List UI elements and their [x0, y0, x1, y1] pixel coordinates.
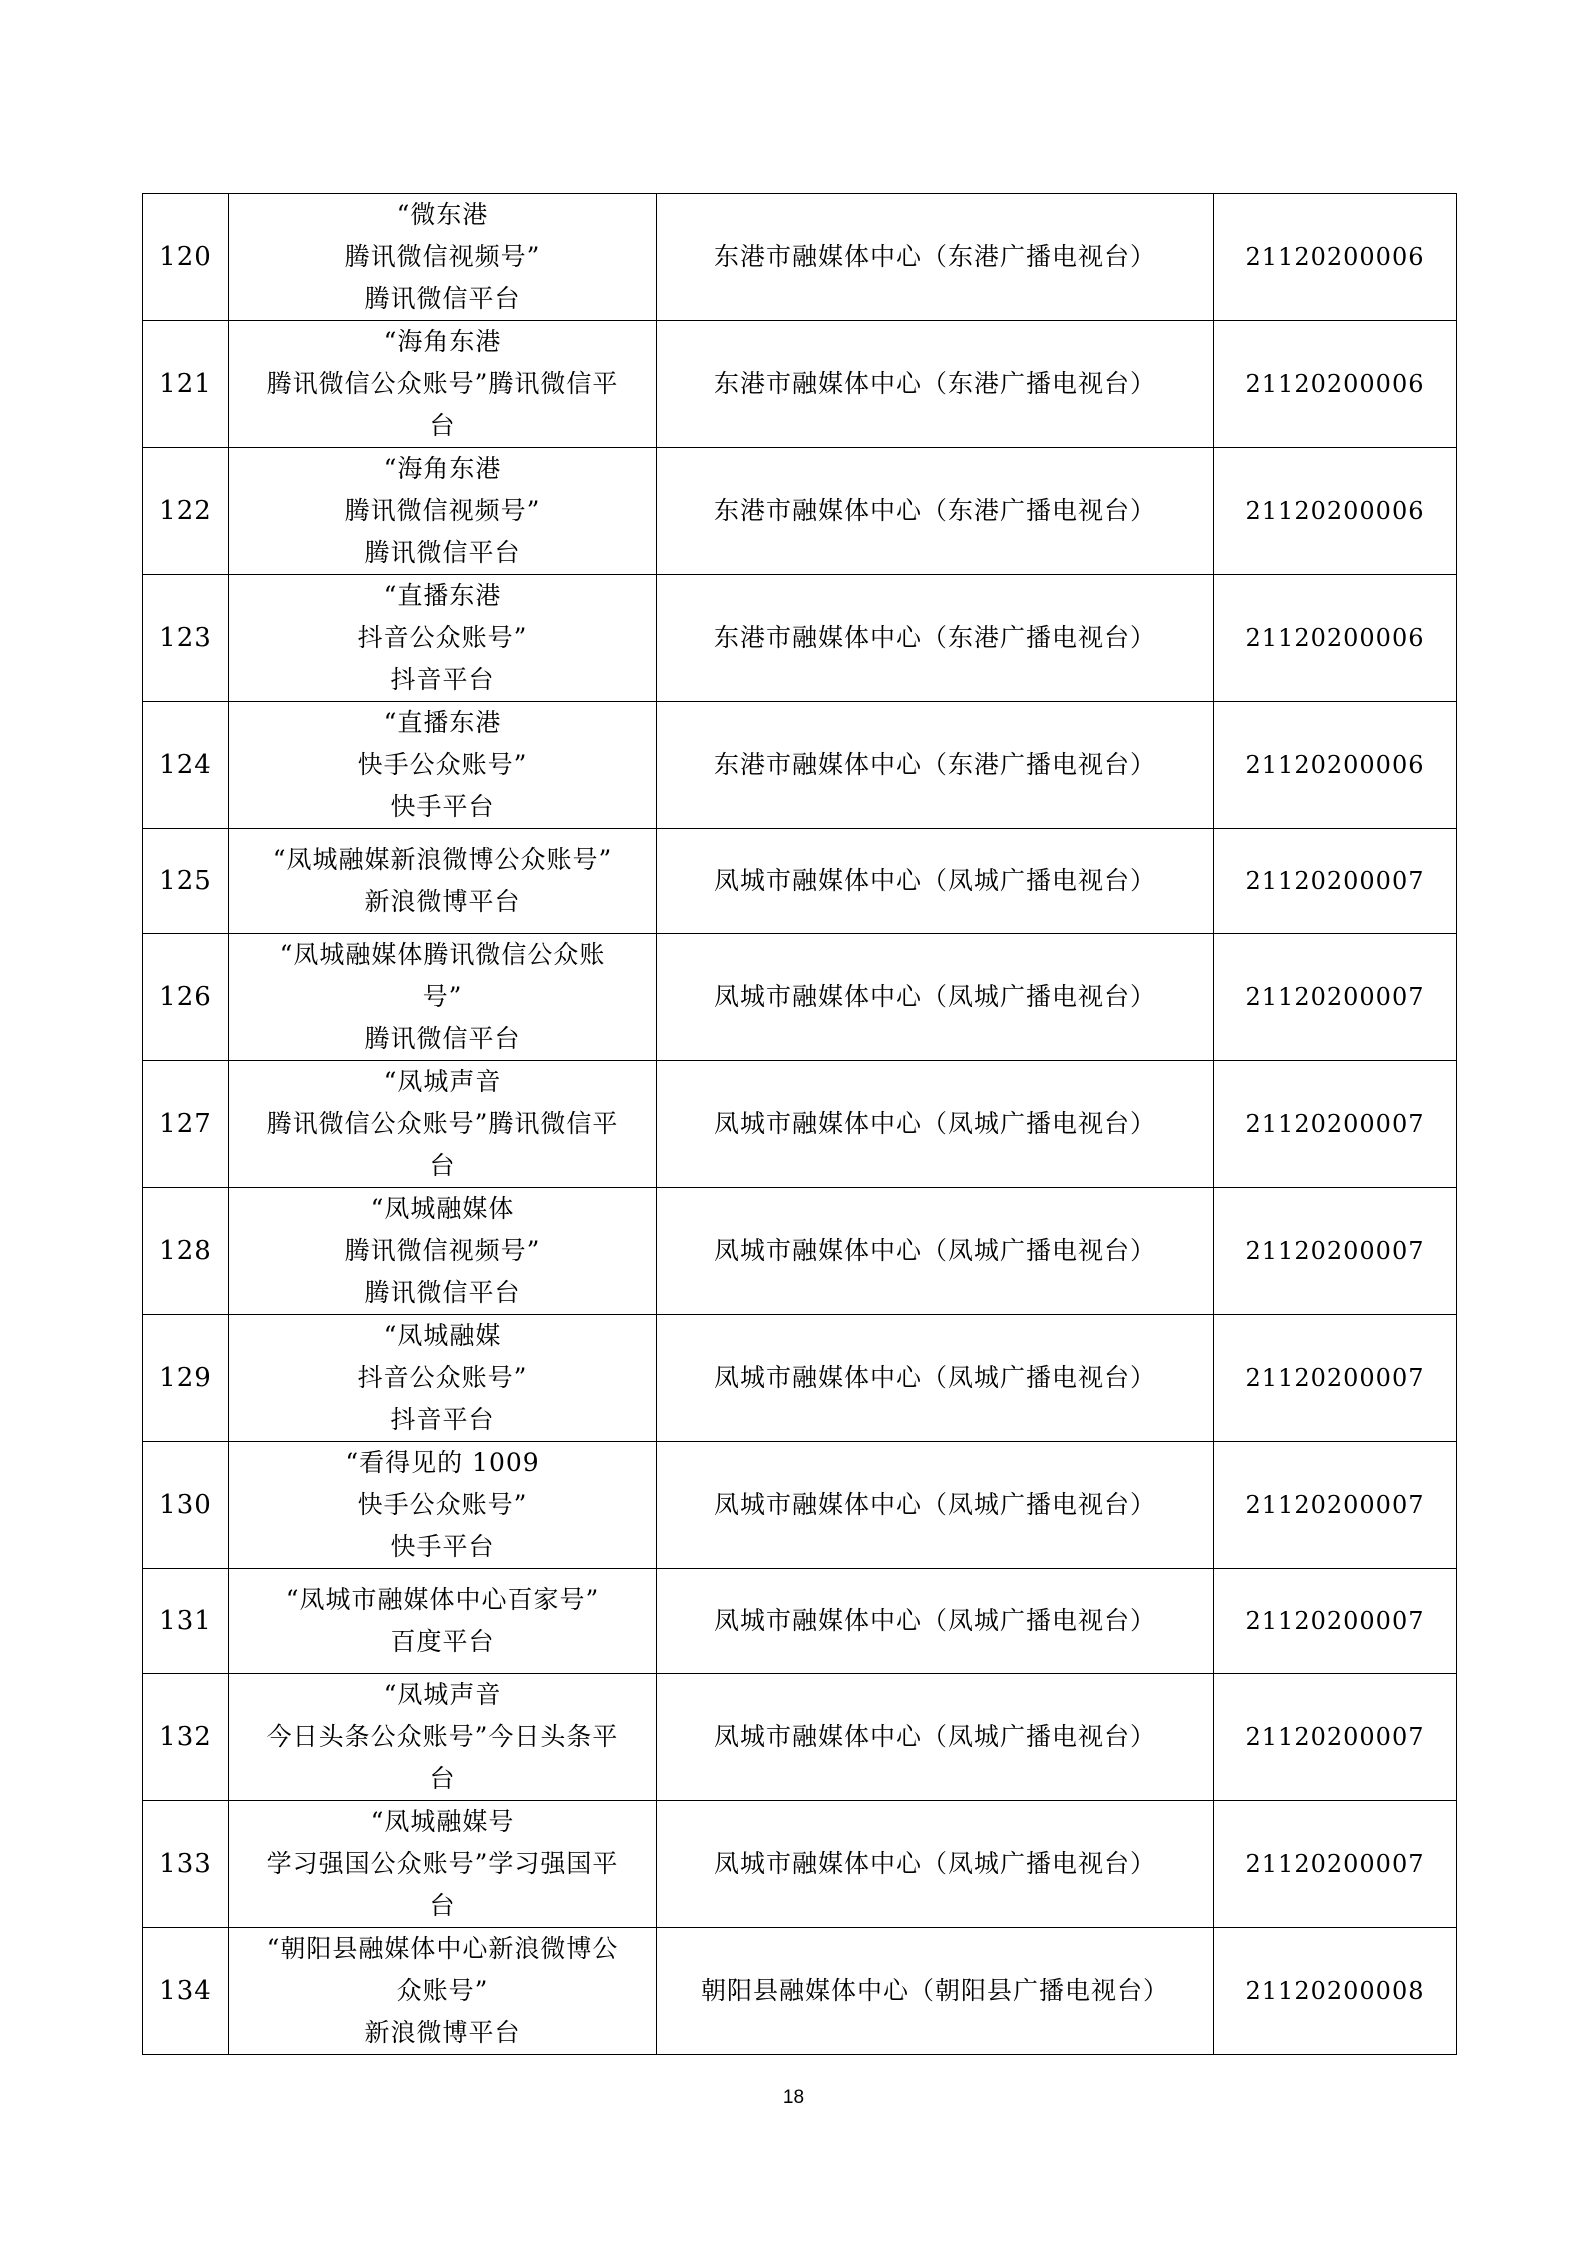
account-name: [229, 321, 657, 448]
account-name-line: “凤城融媒新浪微博公众账号”: [272, 845, 613, 874]
row-number: 120: [143, 194, 229, 321]
account-name: [229, 1674, 657, 1801]
account-name-line: 学习强国公众账号”学习强国平: [266, 1849, 619, 1878]
row-number: 130: [143, 1442, 229, 1569]
row-number: 125: [143, 829, 229, 934]
account-name: [229, 1801, 657, 1928]
account-name: [229, 934, 657, 1061]
account-name-line: “凤城声音: [383, 1680, 502, 1709]
organization-name: 凤城市融媒体中心（凤城广播电视台）: [657, 1061, 1214, 1188]
account-name-line: “凤城市融媒体中心百家号”: [285, 1585, 600, 1614]
account-name-line: 新浪微博平台: [364, 887, 521, 916]
account-name-line: 快手平台: [390, 1532, 495, 1561]
account-name: [229, 702, 657, 829]
license-code: 21120200006: [1214, 194, 1457, 321]
registry-table: [142, 193, 1457, 2055]
row-number: 132: [143, 1674, 229, 1801]
account-name-line: 今日头条公众账号”今日头条平: [266, 1722, 619, 1751]
account-name-line: 腾讯微信公众账号”腾讯微信平: [266, 369, 619, 398]
account-name-line: 众账号”: [396, 1976, 489, 2005]
license-code: 21120200007: [1214, 1569, 1457, 1674]
row-number: 122: [143, 448, 229, 575]
account-name-line: 台: [429, 1764, 456, 1793]
license-code: 21120200007: [1214, 829, 1457, 934]
license-code: 21120200006: [1214, 575, 1457, 702]
row-number: 124: [143, 702, 229, 829]
account-name-line: “直播东港: [383, 708, 502, 737]
row-number: 128: [143, 1188, 229, 1315]
organization-name: 凤城市融媒体中心（凤城广播电视台）: [657, 1442, 1214, 1569]
license-code: 21120200006: [1214, 321, 1457, 448]
organization-name: 凤城市融媒体中心（凤城广播电视台）: [657, 1569, 1214, 1674]
account-name-line: “凤城声音: [383, 1067, 502, 1096]
organization-name: 凤城市融媒体中心（凤城广播电视台）: [657, 1315, 1214, 1442]
license-code: 21120200007: [1214, 1442, 1457, 1569]
table-row: [143, 1188, 1457, 1315]
account-name-line: 台: [429, 411, 456, 440]
organization-name: 东港市融媒体中心（东港广播电视台）: [657, 448, 1214, 575]
page-number: 18: [782, 2087, 805, 2108]
organization-name: 凤城市融媒体中心（凤城广播电视台）: [657, 829, 1214, 934]
account-name-line: “直播东港: [383, 581, 502, 610]
license-code: 21120200007: [1214, 1061, 1457, 1188]
account-name-line: “微东港: [396, 200, 489, 229]
table-row: [143, 1928, 1457, 2055]
account-name-line: 腾讯微信平台: [364, 1278, 521, 1307]
organization-name: 东港市融媒体中心（东港广播电视台）: [657, 194, 1214, 321]
account-name-line: 台: [429, 1151, 456, 1180]
license-code: 21120200008: [1214, 1928, 1457, 2055]
account-name-line: 快手平台: [390, 792, 495, 821]
organization-name: 凤城市融媒体中心（凤城广播电视台）: [657, 1801, 1214, 1928]
registry-table-body: [143, 194, 1457, 2055]
organization-name: 凤城市融媒体中心（凤城广播电视台）: [657, 934, 1214, 1061]
row-number: 131: [143, 1569, 229, 1674]
row-number: 134: [143, 1928, 229, 2055]
license-code: 21120200007: [1214, 1188, 1457, 1315]
table-row: [143, 321, 1457, 448]
account-name-line: 百度平台: [390, 1627, 495, 1656]
account-name: [229, 1928, 657, 2055]
account-name-line: “海角东港: [383, 327, 502, 356]
account-name-line: “朝阳县融媒体中心新浪微博公: [266, 1934, 619, 1963]
account-name-line: 抖音公众账号”: [357, 623, 528, 652]
license-code: 21120200006: [1214, 702, 1457, 829]
table-row: [143, 702, 1457, 829]
account-name-line: 腾讯微信公众账号”腾讯微信平: [266, 1109, 619, 1138]
table-row: [143, 1801, 1457, 1928]
row-number: 123: [143, 575, 229, 702]
account-name-line: 腾讯微信视频号”: [344, 1236, 541, 1265]
row-number: 126: [143, 934, 229, 1061]
account-name: [229, 1315, 657, 1442]
account-name-line: 快手公众账号”: [357, 1490, 528, 1519]
account-name-line: 抖音平台: [390, 1405, 495, 1434]
account-name-line: 腾讯微信平台: [364, 538, 521, 567]
account-name-line: 腾讯微信平台: [364, 284, 521, 313]
organization-name: 凤城市融媒体中心（凤城广播电视台）: [657, 1188, 1214, 1315]
account-name-line: 腾讯微信视频号”: [344, 496, 541, 525]
account-name: [229, 1188, 657, 1315]
account-name-line: 号”: [422, 982, 463, 1011]
account-name-line: 抖音公众账号”: [357, 1363, 528, 1392]
table-row: [143, 1061, 1457, 1188]
account-name-line: “海角东港: [383, 454, 502, 483]
table-row: [143, 1442, 1457, 1569]
table-row: [143, 1315, 1457, 1442]
table-row: [143, 1569, 1457, 1674]
account-name-line: 抖音平台: [390, 665, 495, 694]
account-name: [229, 1569, 657, 1674]
account-name: [229, 829, 657, 934]
license-code: 21120200006: [1214, 448, 1457, 575]
table-row: [143, 934, 1457, 1061]
account-name-line: “凤城融媒: [383, 1321, 502, 1350]
organization-name: 朝阳县融媒体中心（朝阳县广播电视台）: [657, 1928, 1214, 2055]
account-name-line: 快手公众账号”: [357, 750, 528, 779]
account-name-line: 台: [429, 1891, 456, 1920]
account-name: [229, 575, 657, 702]
organization-name: 东港市融媒体中心（东港广播电视台）: [657, 702, 1214, 829]
account-name: [229, 1442, 657, 1569]
license-code: 21120200007: [1214, 1674, 1457, 1801]
account-name-line: 新浪微博平台: [364, 2018, 521, 2047]
row-number: 127: [143, 1061, 229, 1188]
license-code: 21120200007: [1214, 1315, 1457, 1442]
account-name: [229, 448, 657, 575]
license-code: 21120200007: [1214, 934, 1457, 1061]
row-number: 129: [143, 1315, 229, 1442]
account-name-line: “凤城融媒号: [370, 1807, 515, 1836]
table-row: [143, 1674, 1457, 1801]
row-number: 121: [143, 321, 229, 448]
account-name-line: 腾讯微信平台: [364, 1024, 521, 1053]
account-name-line: “凤城融媒体腾讯微信公众账: [279, 940, 606, 969]
account-name: [229, 1061, 657, 1188]
registry-table-container: [142, 193, 1456, 2055]
account-name: [229, 194, 657, 321]
account-name-line: “看得见的 1009: [345, 1448, 540, 1477]
row-number: 133: [143, 1801, 229, 1928]
organization-name: 东港市融媒体中心（东港广播电视台）: [657, 321, 1214, 448]
table-row: [143, 194, 1457, 321]
account-name-line: “凤城融媒体: [370, 1194, 515, 1223]
license-code: 21120200007: [1214, 1801, 1457, 1928]
table-row: [143, 829, 1457, 934]
table-row: [143, 575, 1457, 702]
account-name-line: 腾讯微信视频号”: [344, 242, 541, 271]
table-row: [143, 448, 1457, 575]
organization-name: 东港市融媒体中心（东港广播电视台）: [657, 575, 1214, 702]
organization-name: 凤城市融媒体中心（凤城广播电视台）: [657, 1674, 1214, 1801]
